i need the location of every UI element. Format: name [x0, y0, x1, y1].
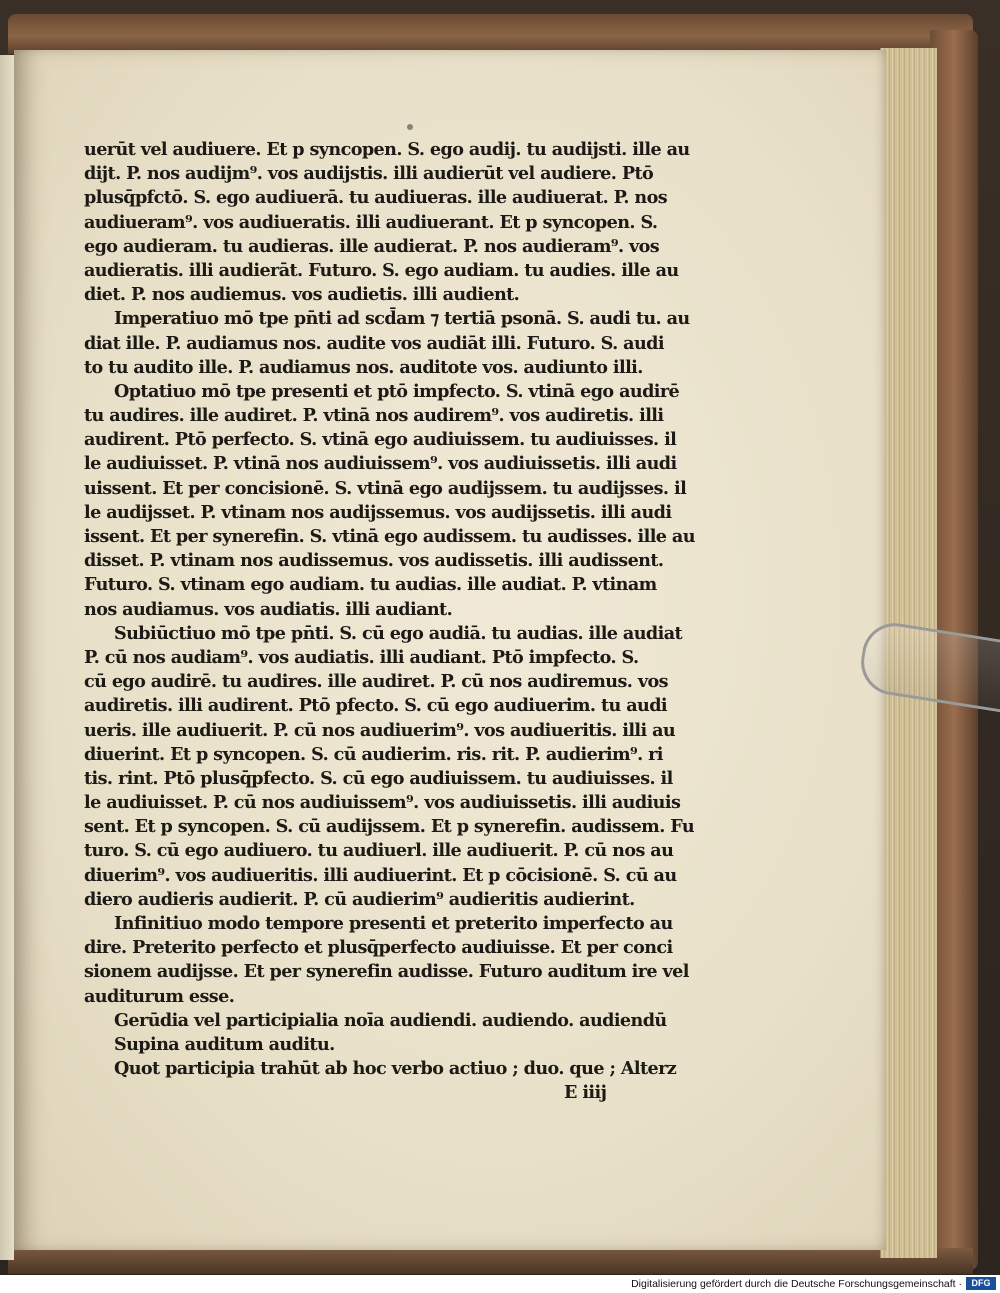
text-line: Optatiuo mō tpe presenti et ptō impfecto. S. vtinā ego audirē: [114, 380, 680, 402]
text-line: Infinitiuo modo tempore presenti et preterito imperfecto au: [114, 913, 673, 934]
text-line: diuerim⁹. vos audiueritis. illi audiuerint. Et p cōcisionē. S. cū au: [84, 864, 677, 886]
text-block: [84, 138, 695, 1106]
text-line: Subiūctiuo mō tpe pn̄ti. S. cū ego audiā. tu audias. ille audiat: [114, 622, 683, 644]
funding-credit: Digitalisierung gefördert durch die Deutsche Forschungsgemeinschaft ·: [631, 1278, 962, 1290]
text-line: le audiuisset. P. vtinā nos audiuissem⁹. vos audiuissetis. illi audi: [84, 453, 677, 475]
text-line: uerūt vel audiuere. Et p syncopen. S. ego audij. tu audijsti. ille au: [84, 139, 690, 160]
text-line: to tu audito ille. P. audiamus nos. auditote vos. audiunto illi.: [84, 356, 643, 378]
page-mark-dot: [407, 124, 413, 130]
text-line: sionem audijsse. Et per synerefin audisse. Futuro auditum ire vel: [84, 961, 689, 983]
text-line: nos audiamus. vos audiatis. illi audiant.: [84, 598, 453, 620]
text-line: Gerūdia vel participialia noīa audiendi. audiendo. audiendū: [114, 1009, 667, 1031]
text-line: P. cū nos audiam⁹. vos audiatis. illi audiant. Ptō impfecto. S.: [84, 646, 639, 668]
facing-page-edge: [0, 55, 14, 1260]
text-line: plusq̄pfctō. S. ego audiuerā. tu audiueras. ille audiuerat. P. nos: [84, 187, 668, 209]
text-line: tu audires. ille audiret. P. vtinā nos audirem⁹. vos audiretis. illi: [84, 405, 664, 427]
text-line: uissent. Et per concisionē. S. vtinā ego audijssem. tu audijsses. il: [84, 477, 687, 499]
book-cover-bottom-edge: [8, 1248, 973, 1274]
text-line: Imperatiuo mō tpe pn̄ti ad scd̄am ⁊ tertiā psonā. S. audi tu. au: [114, 308, 690, 330]
text-line: Supina auditum auditu.: [114, 1033, 335, 1055]
text-line: turo. S. cū ego audiuero. tu audiuerl. ille audiuerit. P. cū nos au: [84, 840, 674, 862]
text-line: dijt. P. nos audijm⁹. vos audijstis. illi audierūt vel audiere. Ptō: [84, 163, 654, 185]
text-line: auditurum esse.: [84, 985, 235, 1007]
text-line: le audijsset. P. vtinam nos audijssemus. vos audijssetis. illi audi: [84, 501, 672, 523]
text-line: tis. rint. Ptō plusq̄pfecto. S. cū ego audiuissem. tu audiuisses. il: [84, 767, 673, 789]
text-line: ego audieram. tu audieras. ille audierat. P. nos audieram⁹. vos: [84, 235, 660, 257]
text-line: audieratis. illi audierāt. Futuro. S. ego audiam. tu audies. ille au: [84, 259, 679, 281]
text-line: diuerint. Et p syncopen. S. cū audierim. ris. rit. P. audierim⁹. ri: [84, 743, 663, 765]
text-line: audiueram⁹. vos audiueratis. illi audiuerant. Et p syncopen. S.: [84, 211, 658, 233]
text-line: audirent. Ptō perfecto. S. vtinā ego audiuissem. tu audiuisses. il: [84, 429, 677, 451]
signature-mark: E iiij: [564, 1082, 607, 1104]
book-cover-top-edge: [8, 14, 973, 54]
text-line: diet. P. nos audiemus. vos audietis. illi audient.: [84, 284, 520, 306]
text-line: cū ego audirē. tu audires. ille audiret. P. cū nos audiremus. vos: [84, 671, 668, 693]
text-line: sent. Et p syncopen. S. cū audijssem. Et p synerefin. audissem. Fu: [84, 816, 695, 838]
text-line: dire. Preterito perfecto et plusq̄perfecto audiuisse. Et per conci: [84, 937, 673, 959]
text-line: diat ille. P. audiamus nos. audite vos audiāt illi. Futuro. S. audi: [84, 332, 664, 354]
text-line: Futuro. S. vtinam ego audiam. tu audias. ille audiat. P. vtinam: [84, 574, 657, 596]
text-line: diero audieris audierit. P. cū audierim⁹ audieritis audierint.: [84, 888, 635, 910]
text-line: ueris. ille audiuerit. P. cū nos audiuerim⁹. vos audiueritis. illi au: [84, 719, 676, 741]
text-line: disset. P. vtinam nos audissemus. vos audissetis. illi audissent.: [84, 550, 664, 572]
text-line: audiretis. illi audirent. Ptō pfecto. S. cū ego audiuerim. tu audi: [84, 695, 667, 717]
text-line: le audiuisset. P. cū nos audiuissem⁹. vos audiuissetis. illi audiuis: [84, 792, 681, 814]
text-line: issent. Et per synerefin. S. vtinā ego audissem. tu audisses. ille au: [84, 526, 695, 547]
text-line: Quot participia trahūt ab hoc verbo actiuo ; duo. que ; Alterz: [114, 1058, 677, 1080]
dfg-logo: DFG: [966, 1277, 996, 1290]
